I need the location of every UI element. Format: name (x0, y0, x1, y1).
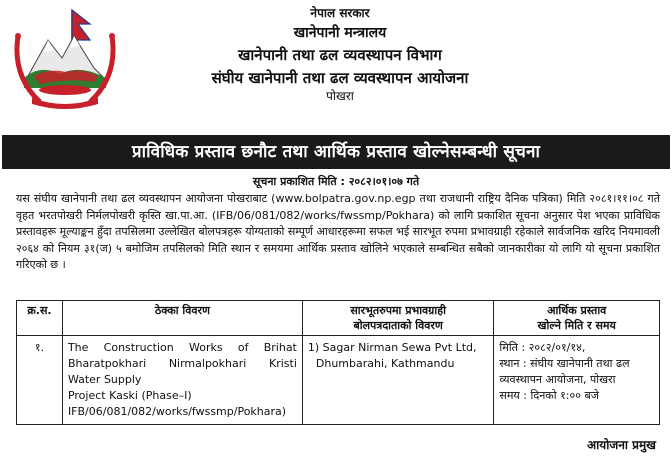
letterhead (120, 4, 560, 104)
nepal-emblem-icon (10, 6, 120, 110)
header-opening-line1: आर्थिक प्रस्ताव (547, 304, 607, 317)
row-opening (494, 336, 660, 425)
opening-line: स्थान : संघीय खानेपानी तथा ढल (499, 357, 630, 370)
row-sn: १. (17, 336, 63, 425)
department-name: खानेपानी तथा ढल व्यवस्थापन विभाग (238, 46, 442, 64)
table-row (17, 336, 660, 425)
contract-line: Project Kaski (Phase–I) (67, 389, 192, 402)
header-sn: क्र.स. (17, 301, 63, 336)
contract-line: IFB/06/081/082/works/fwssmp/Pokhara) (67, 405, 287, 418)
contract-line: Bharatpokhari Nirmalpokhari Kristi (67, 357, 297, 370)
project-name: संघीय खानेपानी तथा ढल व्यवस्थापन आयोजना (211, 69, 469, 87)
bidder-line: 1) Sagar Nirman Sewa Pvt Ltd, (307, 341, 477, 354)
header-bidder-line1: सारभूतरुपमा प्रभावग्राही (350, 304, 446, 317)
publish-date: सूचना प्रकाशित मिति : २०८२।०१।०७ गते (252, 175, 420, 188)
row-contract (62, 336, 302, 425)
header-bidder-line2: बोलपत्रदाताको विवरण (353, 319, 443, 332)
contract-line: The Construction Works of Brihat (67, 341, 297, 354)
government-name: नेपाल सरकार (310, 6, 370, 20)
opening-line: मिति : २०८२/०१/१४, (499, 341, 586, 354)
table-header-row (17, 301, 660, 336)
office-location: पोखरा (326, 89, 354, 103)
header-bidder (302, 301, 494, 336)
notice-body: यस संघीय खानेपानी तथा ढल व्यवस्थापन आयोजना पोखराबाट (www.bolpatra.gov.np.egp तथा राजधानी राष्ट्रिय दैनिक पत्रिका) मिति २०८१।११।०८ गते वृहत भरतपोखरी निर्मलपोखरी कृस्ति खा.पा.आ. (IFB/06/081/082/works/fwssmp/Pokhara) को लागि प्रकाशित सूचना अनुसार पेश भएका प्राविधिक प्रस्तावहरू मूल्याङ्कन हुँदा तपसिलमा उल्लेखित बोलपत्रहरू योग्यताको सम्पूर्ण आधारहरूमा सफल भई सारभूत रुपमा प्रभावग्राही रहेकाले सार्वजनिक खरिद नियमावली २०६४ को नियम ३१(ज) ५ बमोजिम तपसिलको मिति स्थान र समयमा आर्थिक प्रस्ताव खोलिने भएकाले सम्बन्धित सबैको जानकारीका यो लागि यो सूचना प्रकाशित गरिएको छ । (16, 192, 660, 271)
notice-table (16, 300, 660, 425)
opening-line: व्यवस्थापन आयोजना, पोखरा (499, 373, 616, 386)
ministry-name: खानेपानी मन्त्रालय (293, 25, 387, 41)
contract-line: Water Supply (67, 373, 142, 386)
header-opening-line2: खोल्ने मिति र समय (537, 319, 616, 332)
bidder-line: Dhumbarahi, Kathmandu (315, 357, 455, 370)
header-contract: ठेक्का विवरण (62, 301, 302, 336)
header-opening (494, 301, 660, 336)
row-bidder (302, 336, 494, 425)
signatory-title: आयोजना प्रमुख (586, 438, 656, 452)
opening-line: समय : दिनको १:०० बजे (499, 389, 599, 402)
notice-title-banner: प्राविधिक प्रस्ताव छनौट तथा आर्थिक प्रस्ताव खोल्नेसम्बन्धी सूचना (2, 135, 670, 169)
